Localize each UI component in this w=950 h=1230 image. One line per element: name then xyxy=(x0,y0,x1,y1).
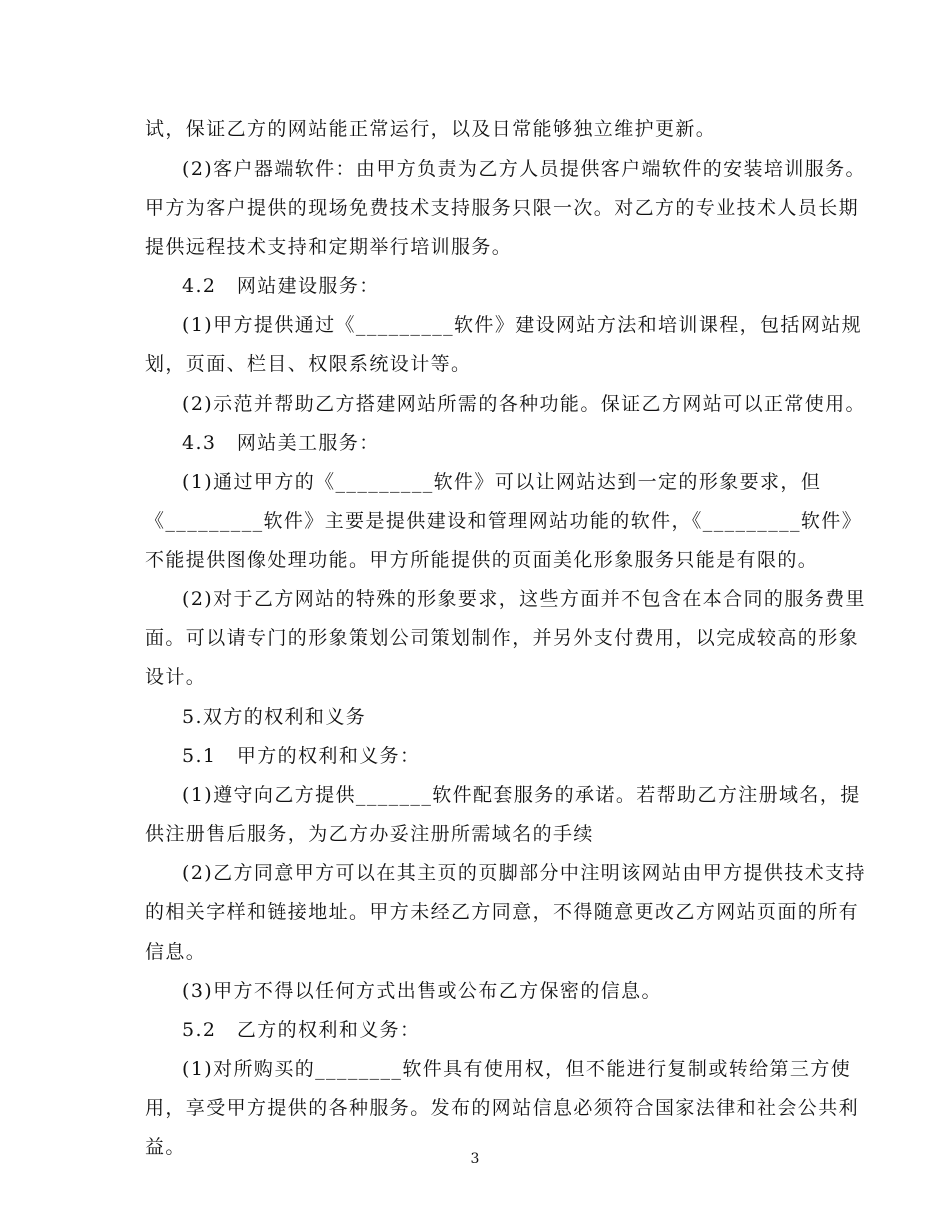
section-heading: 5.2 乙方的权利和义务： xyxy=(182,1019,421,1041)
text-line: (2)示范并帮助乙方搭建网站所需的各种功能。保证乙方网站可以正常使用。 xyxy=(182,393,866,415)
text-line: (2)客户器端软件：由甲方负责为乙方人员提供客户端软件的安装培训服务。 xyxy=(182,158,866,180)
text-line: 面。可以请专门的形象策划公司策划制作，并另外支付费用，以完成较高的形象 xyxy=(145,627,860,649)
text-line: (1)遵守向乙方提供_______软件配套服务的承诺。若帮助乙方注册域名，提 xyxy=(182,784,861,806)
text-line: 划，页面、栏目、权限系统设计等。 xyxy=(145,353,472,375)
text-line: 供注册售后服务，为乙方办妥注册所需域名的手续 xyxy=(145,823,594,845)
text-line: (2)乙方同意甲方可以在其主页的页脚部分中注明该网站由甲方提供技术支持 xyxy=(182,862,866,884)
section-heading: 4.2 网站建设服务： xyxy=(182,275,380,297)
section-heading: 4.3 网站美工服务： xyxy=(182,432,380,454)
section-heading: 5.1 甲方的权利和义务： xyxy=(182,745,421,767)
text-line: (1)对所购买的________软件具有使用权，但不能进行复制或转给第三方使 xyxy=(182,1058,852,1080)
text-line: 设计。 xyxy=(145,666,207,688)
text-line: 试，保证乙方的网站能正常运行，以及日常能够独立维护更新。 xyxy=(145,118,717,140)
section-heading: 5.双方的权利和义务 xyxy=(182,706,367,728)
text-line: (1)甲方提供通过《_________软件》建设网站方法和培训课程，包括网站规 xyxy=(182,314,863,336)
text-line: 甲方为客户提供的现场免费技术支持服务只限一次。对乙方的专业技术人员长期 xyxy=(145,197,860,219)
text-line: 用，享受甲方提供的各种服务。发布的网站信息必须符合国家法律和社会公共利 xyxy=(145,1097,860,1119)
text-line: 提供远程技术支持和定期举行培训服务。 xyxy=(145,236,513,258)
text-line: 益。 xyxy=(145,1136,186,1158)
page-number: 3 xyxy=(470,1151,480,1167)
text-line: (2)对于乙方网站的特殊的形象要求，这些方面并不包含在本合同的服务费里 xyxy=(182,588,866,610)
text-line: (1)通过甲方的《_________软件》可以让网站达到一定的形象要求，但 xyxy=(182,471,822,493)
text-line: 信息。 xyxy=(145,941,207,963)
text-line: 的相关字样和链接地址。甲方未经乙方同意，不得随意更改乙方网站页面的所有 xyxy=(145,901,860,923)
text-line: 《_________软件》主要是提供建设和管理网站功能的软件，《_________软件》 xyxy=(145,510,863,532)
text-line: 不能提供图像处理功能。甲方所能提供的页面美化形象服务只能是有限的。 xyxy=(145,549,819,571)
text-line: (3)甲方不得以任何方式出售或公布乙方保密的信息。 xyxy=(182,980,662,1002)
